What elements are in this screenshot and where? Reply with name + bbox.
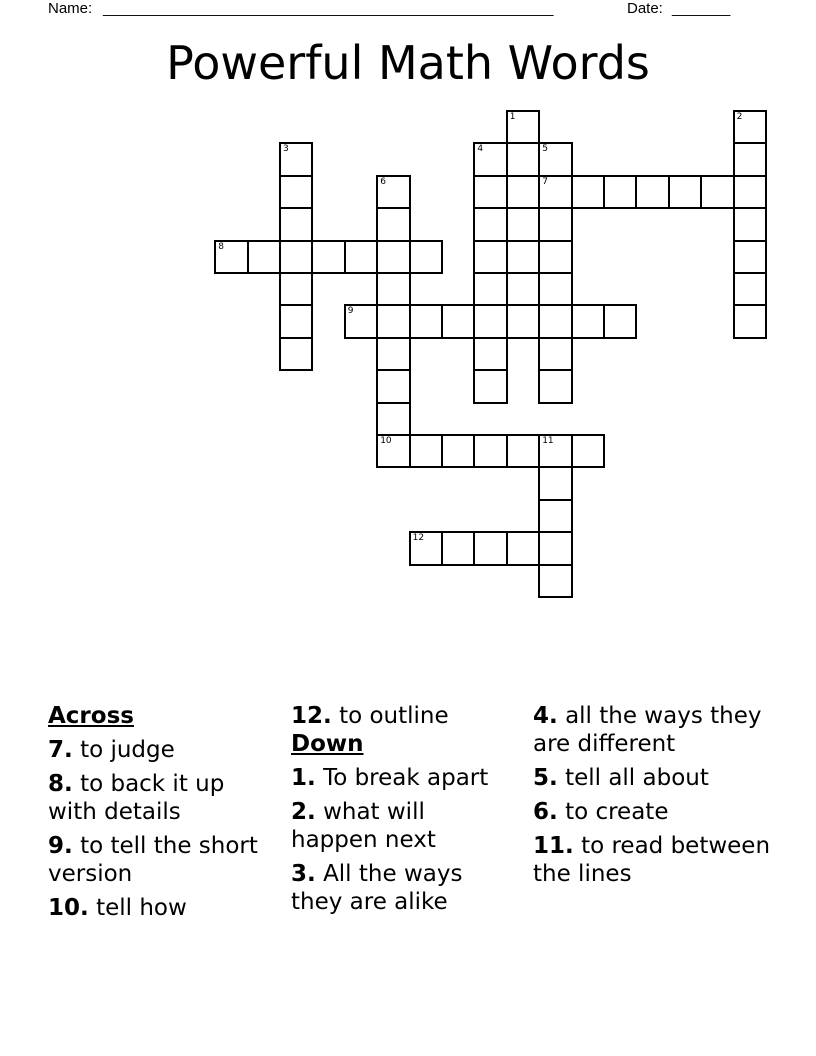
crossword-cell[interactable] (279, 207, 313, 241)
crossword-cell[interactable] (409, 240, 443, 274)
crossword-cell[interactable] (506, 434, 540, 468)
crossword-cell[interactable] (538, 207, 572, 241)
date-label: Date: (627, 0, 663, 17)
crossword-cell[interactable] (538, 272, 572, 306)
crossword-cell[interactable] (700, 175, 734, 209)
name-label: Name: (48, 0, 93, 17)
crossword-cell[interactable] (538, 240, 572, 274)
crossword-cell[interactable] (473, 304, 507, 338)
crossword-cell[interactable] (214, 240, 248, 274)
crossword-cell[interactable] (376, 207, 410, 241)
crossword-cell[interactable] (376, 240, 410, 274)
crossword-cell[interactable] (733, 207, 767, 241)
crossword-cell[interactable] (733, 142, 767, 176)
crossword-cell[interactable] (441, 531, 475, 565)
crossword-cell[interactable] (538, 499, 572, 533)
clue-column-2 (291, 702, 501, 922)
crossword-cell[interactable] (279, 240, 313, 274)
crossword-cell[interactable] (473, 337, 507, 371)
crossword-cell[interactable] (376, 369, 410, 403)
crossword-cell[interactable] (603, 175, 637, 209)
crossword-cell[interactable] (733, 175, 767, 209)
crossword-cell[interactable] (506, 304, 540, 338)
crossword-cell[interactable] (441, 434, 475, 468)
crossword-cell[interactable] (506, 272, 540, 306)
crossword-cell[interactable] (668, 175, 702, 209)
crossword-cell[interactable] (538, 337, 572, 371)
crossword-cell[interactable] (376, 337, 410, 371)
crossword-cell[interactable] (279, 337, 313, 371)
crossword-cell[interactable] (733, 240, 767, 274)
crossword-cell[interactable] (409, 434, 443, 468)
name-blank[interactable]: ______________________________________________________ (103, 0, 554, 17)
page-title: Powerful Math Words (166, 36, 650, 90)
crossword-cell[interactable] (311, 240, 345, 274)
across-clue-10: 10. tell how (48, 895, 187, 921)
crossword-cell[interactable] (409, 531, 443, 565)
crossword-cell[interactable] (376, 272, 410, 306)
clue-number: 6 (380, 176, 386, 187)
crossword-cell[interactable] (506, 240, 540, 274)
clue-number: 3 (283, 144, 289, 155)
crossword-cell[interactable] (376, 304, 410, 338)
clue-number: 1 (509, 112, 516, 122)
crossword-cell[interactable] (538, 466, 572, 500)
crossword-cell[interactable] (538, 531, 572, 565)
crossword-cell[interactable] (538, 304, 572, 338)
crossword-cell[interactable] (571, 434, 605, 468)
clue-number: 11 (542, 436, 554, 446)
across-clue-8: 8. to back it up with details (48, 771, 225, 825)
crossword-cell[interactable] (571, 175, 605, 209)
crossword-cell[interactable] (247, 240, 281, 274)
across-clue-9: 9. to tell the short version (48, 833, 258, 887)
clue-number: 8 (218, 241, 224, 252)
across-clue-12: 12. to outline (291, 703, 449, 729)
down-clue-3: 3. All the ways they are alike (291, 861, 463, 915)
across-clue-7: 7. to judge (48, 737, 175, 763)
crossword-cell[interactable] (506, 531, 540, 565)
crossword-cell[interactable] (538, 369, 572, 403)
down-heading: Down (291, 731, 364, 757)
crossword-cell[interactable] (409, 304, 443, 338)
crossword-cell[interactable] (279, 142, 313, 176)
crossword-cell[interactable] (538, 142, 572, 176)
crossword-cell[interactable] (506, 175, 540, 209)
clue-number: 12 (412, 533, 425, 544)
crossword-cell[interactable] (279, 175, 313, 209)
across-heading: Across (48, 703, 134, 729)
down-clue-1: 1. To break apart (291, 765, 489, 791)
crossword-cell[interactable] (473, 272, 507, 306)
clue-number: 5 (542, 144, 548, 155)
crossword-cell[interactable] (603, 304, 637, 338)
crossword-cell[interactable] (344, 240, 378, 274)
clue-column-1 (48, 702, 278, 928)
clue-number: 2 (736, 112, 743, 122)
crossword-cell[interactable] (473, 531, 507, 565)
crossword-cell[interactable] (733, 304, 767, 338)
crossword-cell[interactable] (538, 175, 572, 209)
down-clue-11: 11. to read between the lines (533, 833, 771, 887)
crossword-cell[interactable] (538, 564, 572, 598)
crossword-cell[interactable] (473, 207, 507, 241)
crossword-cell[interactable] (279, 304, 313, 338)
down-clue-2: 2. what will happen next (291, 799, 436, 853)
crossword-cell[interactable] (473, 142, 507, 176)
crossword-cell[interactable] (441, 304, 475, 338)
crossword-cell[interactable] (344, 304, 378, 338)
crossword-cell[interactable] (376, 175, 410, 209)
date-blank[interactable]: _______ (672, 0, 731, 17)
crossword-cell[interactable] (473, 434, 507, 468)
crossword-cell[interactable] (506, 207, 540, 241)
clue-number: 9 (347, 306, 354, 317)
crossword-cell[interactable] (571, 304, 605, 338)
down-clue-4: 4. all the ways they are different (533, 703, 762, 757)
clue-column-3 (533, 702, 783, 894)
clue-number: 7 (542, 176, 548, 187)
crossword-cell[interactable] (635, 175, 669, 209)
crossword-cell[interactable] (279, 272, 313, 306)
crossword-cell[interactable] (538, 434, 572, 468)
clue-number: 4 (477, 144, 484, 155)
crossword-cell[interactable] (473, 175, 507, 209)
crossword-cell[interactable] (376, 402, 410, 436)
crossword-cell[interactable] (473, 369, 507, 403)
crossword-cell[interactable] (473, 240, 507, 274)
crossword-cell[interactable] (376, 434, 410, 468)
crossword-cell[interactable] (733, 110, 767, 144)
crossword-cell[interactable] (506, 110, 540, 144)
crossword-cell[interactable] (733, 272, 767, 306)
clue-number: 10 (380, 436, 392, 446)
crossword-cell[interactable] (506, 142, 540, 176)
down-clue-6: 6. to create (533, 799, 669, 825)
down-clue-5: 5. tell all about (533, 765, 709, 791)
